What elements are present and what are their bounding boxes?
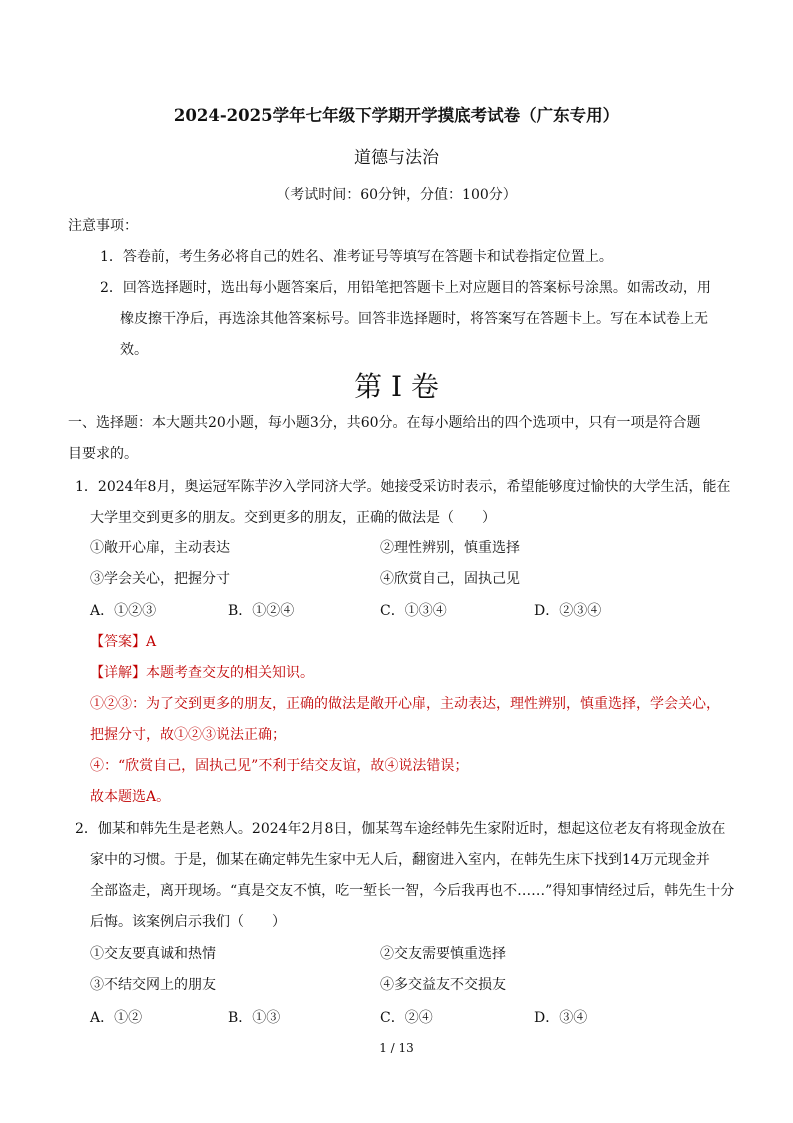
q1-choice-b: B．①②④	[228, 603, 295, 619]
q1-explanation-line-3: ④：“欣赏自己，固执己见”不利于结交友谊，故④说法错误；	[90, 758, 469, 774]
q2-stem-line-2: 家中的习惯。于是，伽某在确定韩先生家中无人后，翻窗进入室内，在韩先生床下找到14万元现金并	[90, 852, 710, 868]
q1-detail: 【详解】本题考查交友的相关知识。	[90, 665, 314, 681]
q2-option-4: ④多交益友不交损友	[380, 977, 506, 993]
notice-item-2-line-1: 2．回答选择题时，选出每小题答案后，用铅笔把答题卡上对应题目的答案标号涂黑。如需改动，用	[100, 280, 711, 296]
q2-stem-line-1: 2．伽某和韩先生是老熟人。2024年2月8日，伽某驾车途经韩先生家附近时，想起这位老友有将现金放在	[75, 821, 726, 837]
q1-option-2: ②理性辨别，慎重选择	[380, 540, 520, 556]
q2-choice-b: B．①③	[228, 1010, 281, 1026]
q2-option-1: ①交友要真诚和热情	[90, 946, 216, 962]
q1-stem-line-2: 大学里交到更多的朋友。交到更多的朋友，正确的做法是（ ）	[90, 510, 496, 526]
exam-title: 2024-2025学年七年级下学期开学摸底考试卷（广东专用）	[173, 106, 620, 125]
exam-info: （考试时间：60分钟，分值：100分）	[276, 187, 517, 203]
q1-explanation-line-1: ①②③：为了交到更多的朋友，正确的做法是敞开心扉，主动表达，理性辨别，慎重选择，学会关心，	[90, 696, 720, 712]
q1-answer: 【答案】A	[90, 634, 157, 650]
q2-option-3: ③不结交网上的朋友	[90, 977, 216, 993]
q2-choice-d: D．③④	[534, 1010, 588, 1026]
page-number: 1 / 13	[379, 1041, 414, 1055]
q1-choice-c: C．①③④	[380, 603, 447, 619]
section-instructions-line-2: 目要求的。	[68, 446, 138, 462]
section-instructions-line-1: 一、选择题：本大题共20小题，每小题3分，共60分。在每小题给出的四个选项中，只有一项是符合题	[68, 415, 701, 431]
q2-option-2: ②交友需要慎重选择	[380, 946, 506, 962]
q2-stem-line-3: 全部盗走，离开现场。“真是交友不慎，吃一堑长一智，今后我再也不……”得知事情经过后，韩先生十分	[90, 883, 735, 899]
q1-stem-line-1: 1．2024年8月，奥运冠军陈芋汐入学同济大学。她接受采访时表示，希望能够度过愉快的大学生活，能在	[75, 479, 731, 495]
q2-stem-line-4: 后悔。该案例启示我们（ ）	[90, 914, 286, 930]
q1-explanation-line-2: 把握分寸，故①②③说法正确；	[90, 727, 286, 743]
q1-option-3: ③学会关心，把握分寸	[90, 571, 230, 587]
q1-explanation-line-4: 故本题选A。	[90, 789, 171, 805]
notice-item-1: 1．答卷前，考生务必将自己的姓名、准考证号等填写在答题卡和试卷指定位置上。	[100, 249, 613, 265]
subject-title: 道德与法治	[354, 148, 439, 168]
q1-choice-d: D．②③④	[534, 603, 602, 619]
section-title: 第 I 卷	[354, 370, 439, 403]
q1-option-4: ④欣赏自己，固执己见	[380, 571, 520, 587]
notice-item-2-line-2: 橡皮擦干净后，再选涂其他答案标号。回答非选择题时，将答案写在答题卡上。写在本试卷上无	[120, 311, 708, 327]
q1-option-1: ①敞开心扉，主动表达	[90, 540, 230, 556]
q1-choice-a: A．①②③	[90, 603, 157, 619]
q2-choice-c: C．②④	[380, 1010, 433, 1026]
q2-choice-a: A．①②	[90, 1010, 143, 1026]
notice-item-2-line-3: 效。	[120, 342, 148, 358]
notice-heading: 注意事项：	[68, 218, 138, 234]
